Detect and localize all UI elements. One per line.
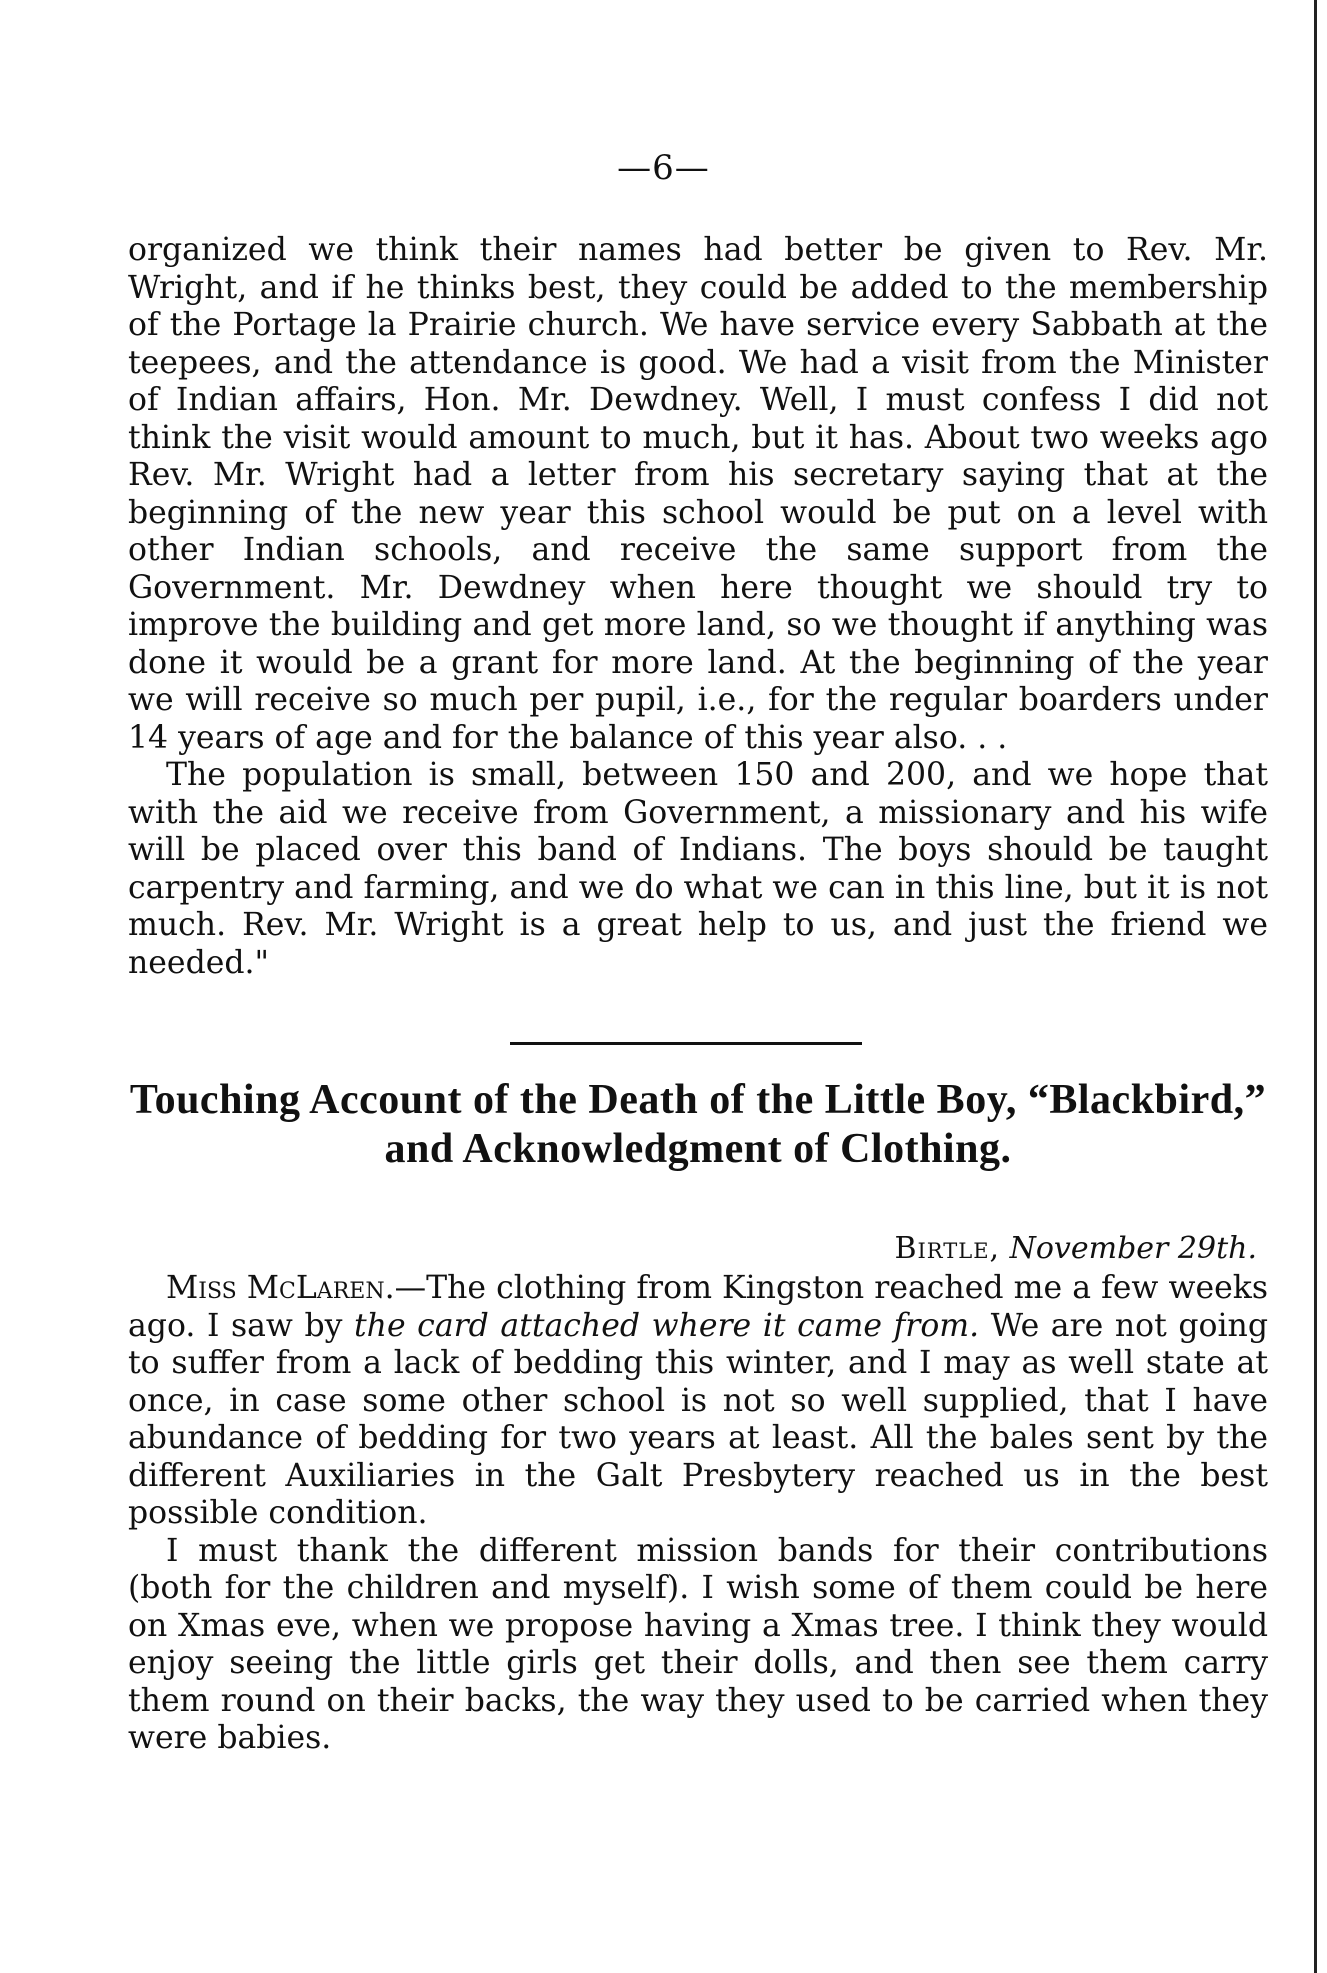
article-heading: Touching Account of the Death of the Little Boy, “Blackbird,” and Acknowledgment of Clothing. (129, 1077, 1267, 1172)
dateline-place: Birtle, (894, 1231, 1001, 1266)
section-divider (510, 1042, 862, 1045)
paragraph-clothing-italic: the card attached where it came from. (354, 1307, 980, 1344)
paragraph-population: The population is small, between 150 and 200, and we hope that with the aid we receive from Government, a missionary and his wife will be placed over this band of Indians. The boys should be taught carpentry and farming, and we do what we can in this line, but it is not much. Rev. Mr. Wright is a great help to us, and just the friend we needed." (128, 757, 1268, 981)
paragraph-continuation: organized we think their names had better be given to Rev. Mr. Wright, and if he thinks best, they could be added to the membership of the Portage la Prairie church. We have service every Sabbath at the teepees, and the attendance is good. We had a visit from the Minister of Indian affairs, Hon. Mr. Dewdney. Well, I must confess I did not think the visit would amount to much, but it has. About two weeks ago Rev. Mr. Wright had a letter from his secretary saying that at the beginning of the new year this school would be put on a level with other Indian schools, and receive the same support from the Government. Mr. Dewdney when here thought we should try to improve the building and get more land, so we thought if anything was done it would be a grant for more land. At the beginning of the year we will receive so much per pupil, i.e., for the regular boarders under 14 years of age and for the balance of this year also. . . (128, 232, 1268, 756)
page-number: —6— (617, 148, 710, 188)
paragraph-clothing-text-b: We are not going to suffer from a lack of bedding this winter, and I may as well state at once, in case some other school is not so well supplied, that I have abundance of bedding for two years at least. All the bales sent by the different Auxiliaries in the Galt Presbytery reached us in the best possible condition. (128, 1307, 1269, 1531)
paragraph-clothing-text-a: —The clothing from Kingston reached me a few weeks ago. I saw by (128, 1270, 1268, 1344)
dateline-date: November 29th. (1009, 1231, 1257, 1266)
article-body (128, 1270, 1268, 1758)
paragraph-thanks: I must thank the different mission bands for their contributions (both for the children and myself). I wish some of them could be here on Xmas eve, when we propose having a Xmas tree. I think they would enjoy seeing the little girls get their dolls, and then see them carry them round on their backs, the way they used to be carried when they were babies. (128, 1532, 1268, 1756)
salutation: Miss McLaren. (166, 1270, 395, 1306)
page-edge-line (1314, 0, 1317, 1973)
paragraph-clothing (128, 1270, 1268, 1533)
first-section (128, 232, 1268, 982)
dateline (894, 1231, 1257, 1266)
